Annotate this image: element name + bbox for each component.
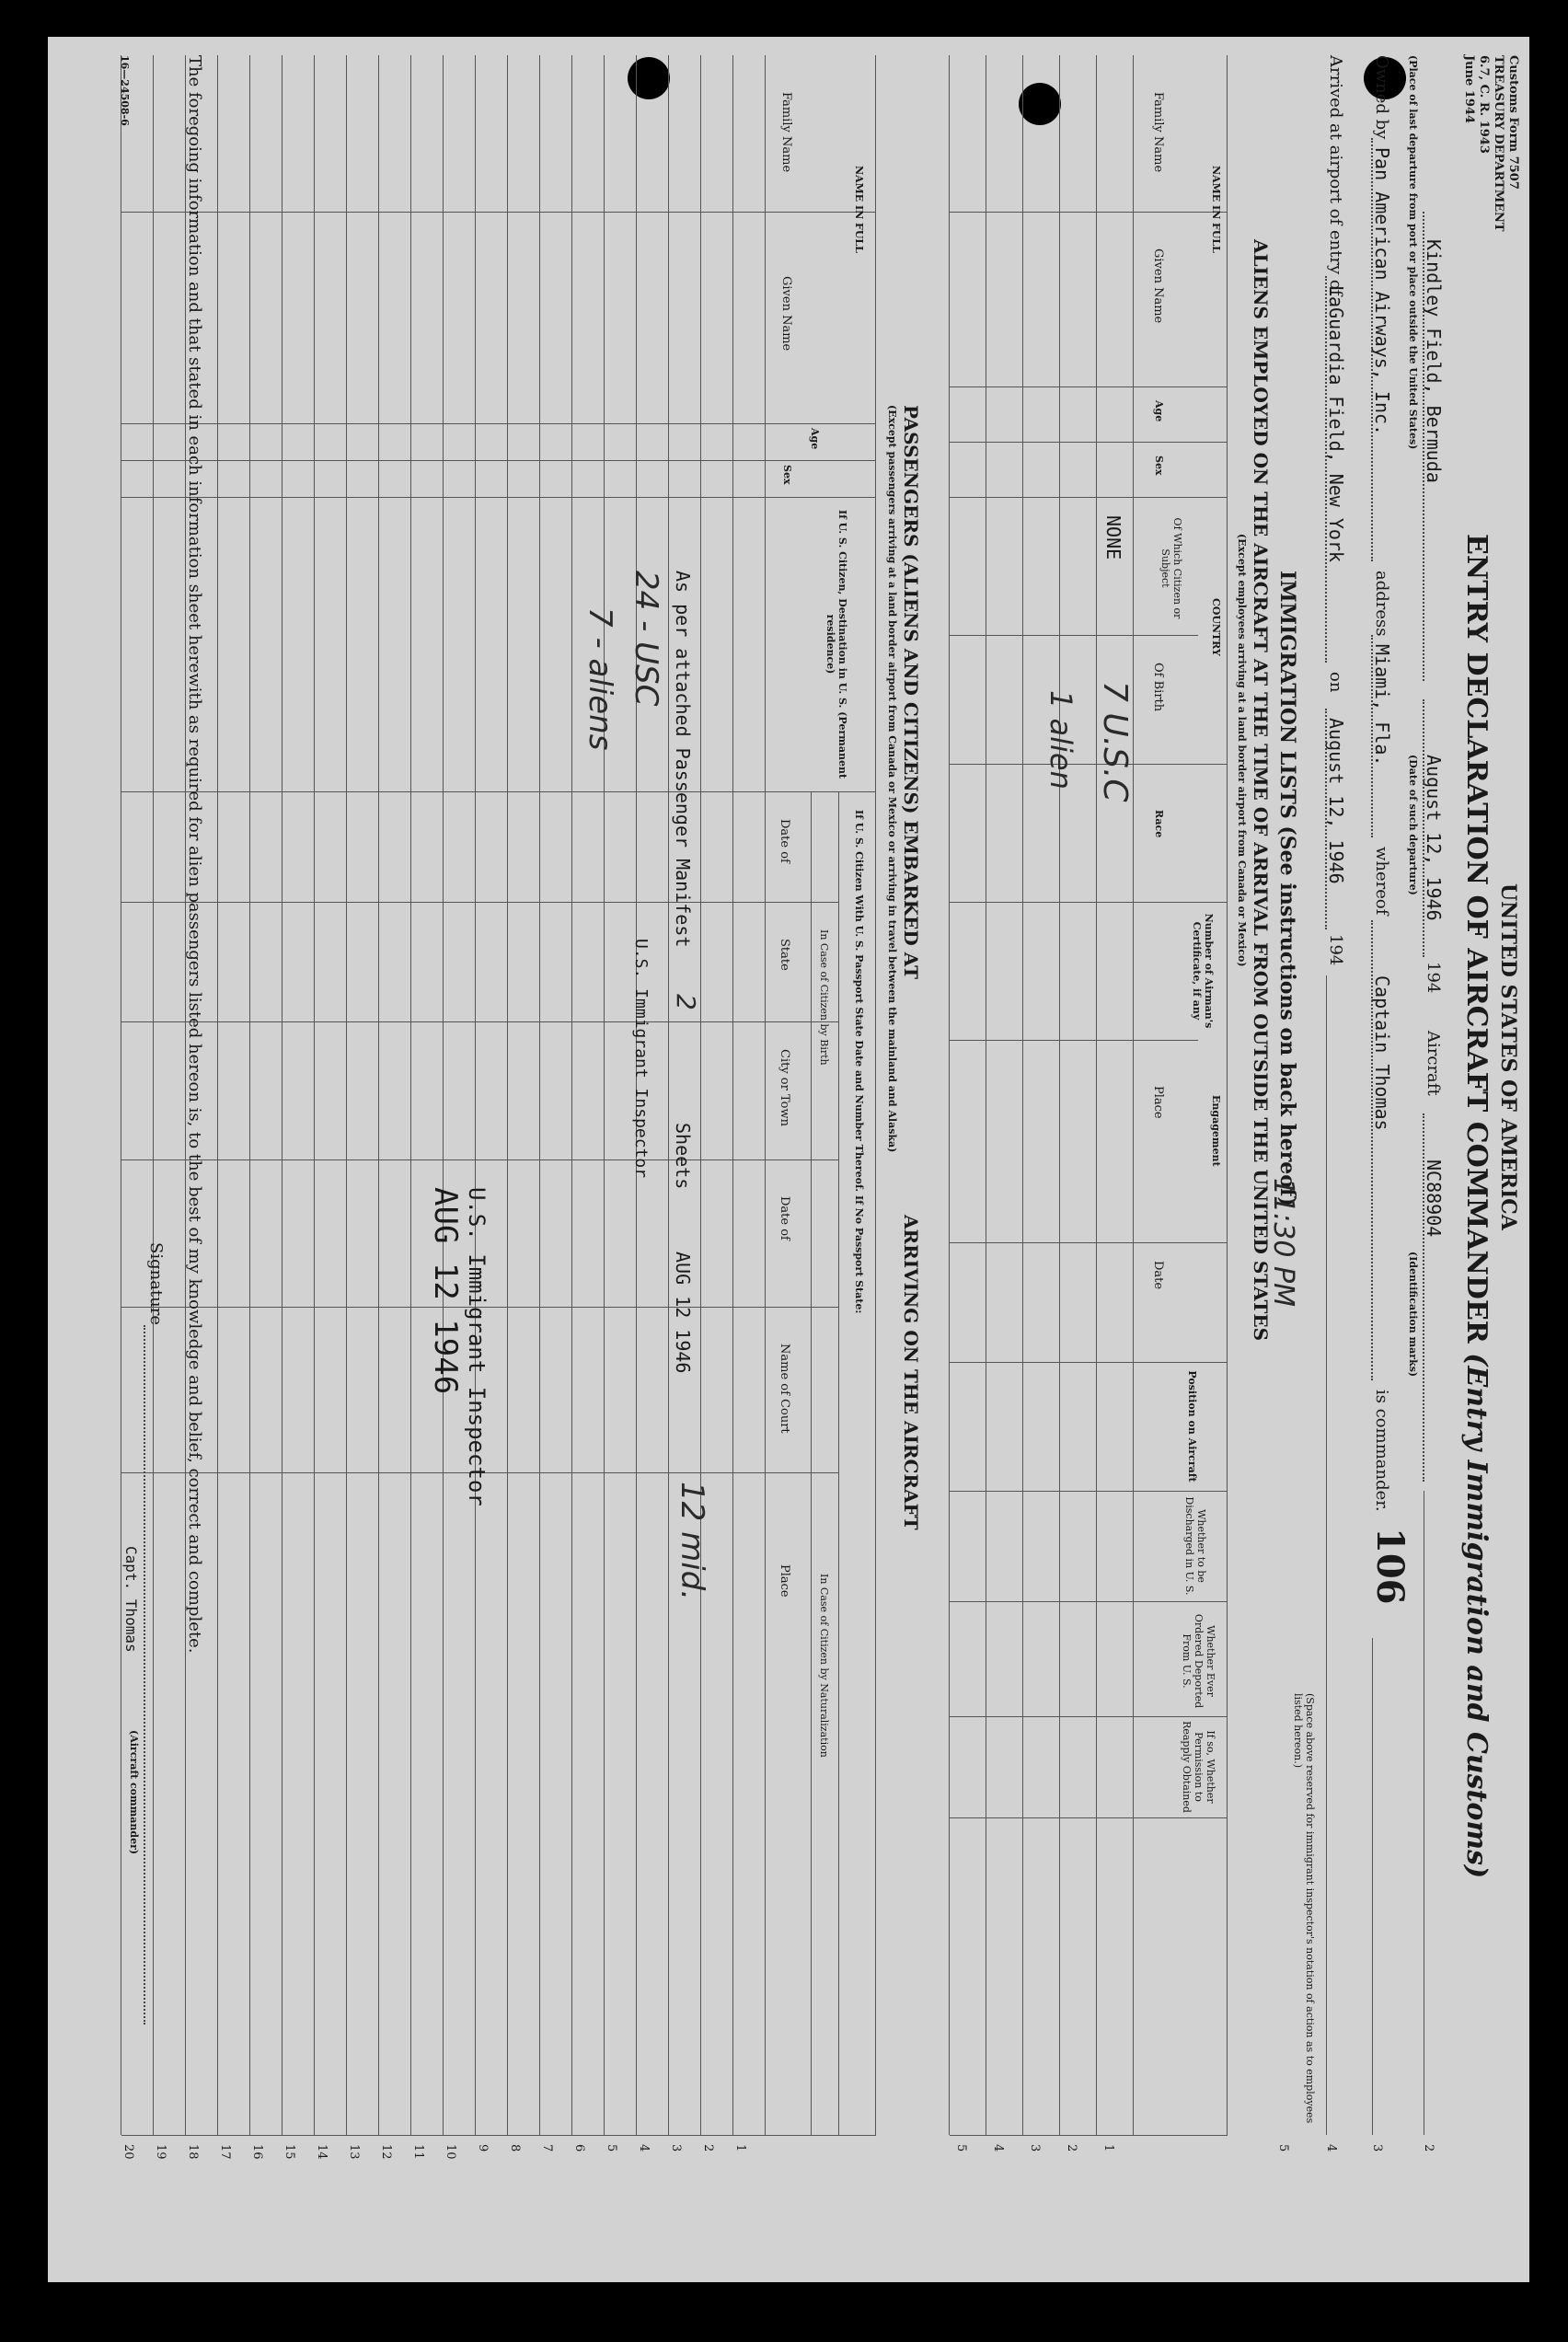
signature-caption: (Aircraft commander)	[128, 1730, 140, 1855]
right-line-number: 4	[1324, 2144, 1338, 2152]
right-line-number: 2	[1422, 2144, 1435, 2152]
row-number: 15	[282, 2144, 296, 2160]
col-date-of: Date of	[778, 819, 791, 863]
manifest-date: AUG 12 1946	[672, 1252, 694, 1374]
row-number: 10	[444, 2144, 457, 2160]
inspector-signature-line: U.S. Immigrant Inspector	[631, 939, 651, 1179]
row-number: 3	[669, 2144, 683, 2152]
col-sex: Sex	[1153, 456, 1165, 476]
row-number: 7	[540, 2144, 554, 2152]
arrival-year-suffix: 194	[1326, 934, 1345, 966]
col-birth: Of Birth	[1151, 663, 1165, 712]
signature-printed: Capt. Thomas	[122, 1546, 140, 1653]
owner-value[interactable]: Pan American Airways, Inc.	[1371, 147, 1393, 436]
col-date-of: Date of	[778, 1196, 791, 1240]
inspector-note: (Space above reserved for immigrant inspector's notation of action as to employees listed hereon.)	[1292, 1693, 1316, 2124]
col-engagement: Engagement	[1210, 1095, 1222, 1167]
row-number: 4	[637, 2144, 651, 2152]
row-number: 12	[379, 2144, 393, 2160]
row-number: 19	[154, 2144, 167, 2160]
handwritten-usc-count: 24 - USC	[628, 571, 664, 707]
col-birth-case: In Case of Citizen by Birth	[818, 929, 830, 1066]
col-position: Position on Aircraft	[1186, 1370, 1198, 1482]
row-number: 14	[315, 2144, 329, 2160]
airport-value[interactable]: LaGuardia Field, New York	[1325, 285, 1347, 563]
col-deported: Whether Ever Ordered Deported From U. S.	[1181, 1613, 1216, 1709]
crew-none-value: NONE	[1102, 515, 1124, 560]
row-number: 9	[476, 2144, 490, 2152]
col-country: COUNTRY	[1210, 598, 1222, 656]
departure-place-caption: (Place of last departure from port or place outside the United States)	[1407, 55, 1419, 450]
col-family-name: Family Name	[1151, 92, 1165, 173]
manifest-count: 2	[671, 994, 701, 1010]
aircraft-label: Aircraft	[1424, 1031, 1443, 1096]
signature-label: Signature	[146, 1242, 166, 1326]
whereof-label: whereof	[1372, 847, 1391, 916]
departure-date-value[interactable]: August 12, 1946	[1423, 755, 1445, 921]
form-identifier: Customs Form 7507 TREASURY DEPARTMENT 6.7, C. R. 1943 June 1944	[1462, 55, 1520, 232]
col-certificate: Number of Airman's Certificate, if any	[1191, 913, 1215, 1029]
row-number: 11	[411, 2144, 425, 2160]
on-label: on	[1326, 672, 1345, 693]
row-number: 5	[954, 2144, 968, 2152]
handwritten-alien-count: 7 - aliens	[582, 607, 618, 751]
col-name-in-full: NAME IN FULL	[853, 166, 865, 253]
right-line-number: 3	[1370, 2144, 1384, 2152]
row-number: 2	[701, 2144, 715, 2152]
row-number: 6	[572, 2144, 586, 2152]
col-natural-case: In Case of Citizen by Naturalization	[818, 1574, 830, 1758]
form-code: 16—24508-6	[119, 55, 131, 126]
col-permission: If so, Whether Permission to Reapply Obtained	[1181, 1721, 1216, 1813]
col-destination: If U. S. Citizen, Destination in U. S. (Permanent residence)	[824, 509, 848, 779]
col-passport: If U. S. Citizen With U. S. Passport State Date and Number Thereof. If No Passport State:	[853, 810, 865, 1314]
entry-declaration-form	[103, 55, 1520, 2245]
col-court: Name of Court	[778, 1344, 791, 1434]
col-given-name: Given Name	[779, 276, 793, 352]
inspector-stamp: U.S. Immigrant Inspector AUG 12 1946	[427, 1187, 490, 1506]
passenger-section-note: (Except passengers arriving at a land border airport from Canada or Mexico or arriving in travel between the mainland and Alaska)	[886, 405, 898, 1153]
certification-statement: The foregoing information and that stated in each information sheet herewith as required for alien passengers listed hereon is, to the best of my knowledge and belief, correct and complete.	[185, 55, 204, 1654]
form-title: ENTRY DECLARATION OF AIRCRAFT COMMANDER (Entry Immigration and Customs)	[1460, 534, 1493, 1879]
handwritten-mid: 12 mid.	[674, 1482, 710, 1601]
arrival-date-value[interactable]: August 12, 1946	[1325, 718, 1347, 884]
col-place: Place	[778, 1564, 791, 1598]
row-number: 17	[218, 2144, 232, 2160]
address-value[interactable]: Miami, Fla.	[1371, 644, 1393, 767]
manifest-reference: As per attached Passenger Manifest	[672, 571, 694, 948]
col-name-in-full: NAME IN FULL	[1210, 166, 1222, 253]
row-number: 8	[508, 2144, 522, 2152]
owned-label: Owned by	[1372, 55, 1391, 140]
col-race: Race	[1153, 810, 1165, 838]
col-place: Place	[1151, 1086, 1165, 1119]
passenger-section-title: PASSENGERS (ALIENS AND CITIZENS) EMBARKED AT	[900, 405, 922, 980]
arrival-time: 11:30 PM	[1267, 1178, 1299, 1307]
manifest-sheets: Sheets	[672, 1123, 694, 1190]
passenger-section-title-end: ARRIVING ON THE AIRCRAFT	[900, 1215, 922, 1530]
row-number: 20	[121, 2144, 135, 2160]
aircraft-caption: (Identification marks)	[1407, 1252, 1419, 1378]
address-label: address	[1372, 571, 1391, 637]
row-number: 16	[250, 2144, 264, 2160]
crew-section-subtitle: ALIENS EMPLOYED ON THE AIRCRAFT AT THE TIME OF ARRIVAL FROM OUTSIDE THE UNITED STATES	[1250, 239, 1272, 1342]
departure-date-caption: (Date of such departure)	[1407, 755, 1419, 895]
row-number: 13	[347, 2144, 361, 2160]
col-age: Age	[809, 428, 821, 450]
document-page	[48, 37, 1529, 2282]
crew-handwritten-alien: 1 alien	[1043, 690, 1078, 790]
col-city: City or Town	[778, 1049, 791, 1126]
crew-section-title: IMMIGRATION LISTS (See instructions on back hereof)	[1275, 571, 1299, 1206]
row-number: 3	[1028, 2144, 1042, 2152]
col-sex: Sex	[781, 465, 793, 485]
form-number: 106	[1368, 1528, 1412, 1605]
col-family-name: Family Name	[779, 92, 793, 173]
year-suffix: 194	[1424, 962, 1443, 994]
row-number: 4	[991, 2144, 1005, 2152]
row-number: 1	[1101, 2144, 1115, 2152]
row-number: 2	[1065, 2144, 1078, 2152]
right-line-number: 5	[1276, 2144, 1290, 2152]
commander-value[interactable]: Captain Thomas	[1371, 975, 1393, 1131]
country-heading: UNITED STATES OF AMERICA	[1496, 883, 1520, 1230]
crew-section-note: (Except employees arriving at a land border airport from Canada or Mexico)	[1236, 534, 1248, 967]
col-citizen: Of Which Citizen or Subject	[1159, 517, 1183, 619]
crew-handwritten-usc: 7 U.S.C	[1096, 681, 1134, 802]
row-number: 18	[186, 2144, 200, 2160]
row-number: 5	[605, 2144, 618, 2152]
row-number: 1	[733, 2144, 747, 2152]
commander-suffix: is commander.	[1372, 1390, 1391, 1512]
col-date: Date	[1151, 1261, 1165, 1290]
col-discharged: Whether to be Discharged in U. S.	[1183, 1496, 1207, 1596]
departure-place-value[interactable]: Kindley Field, Bermuda	[1423, 239, 1445, 483]
aircraft-value[interactable]: NC88904	[1423, 1159, 1445, 1238]
col-age: Age	[1153, 400, 1165, 422]
arrived-label: Arrived at airport of entry of	[1326, 55, 1345, 296]
col-given-name: Given Name	[1151, 248, 1165, 324]
col-state: State	[778, 939, 791, 971]
